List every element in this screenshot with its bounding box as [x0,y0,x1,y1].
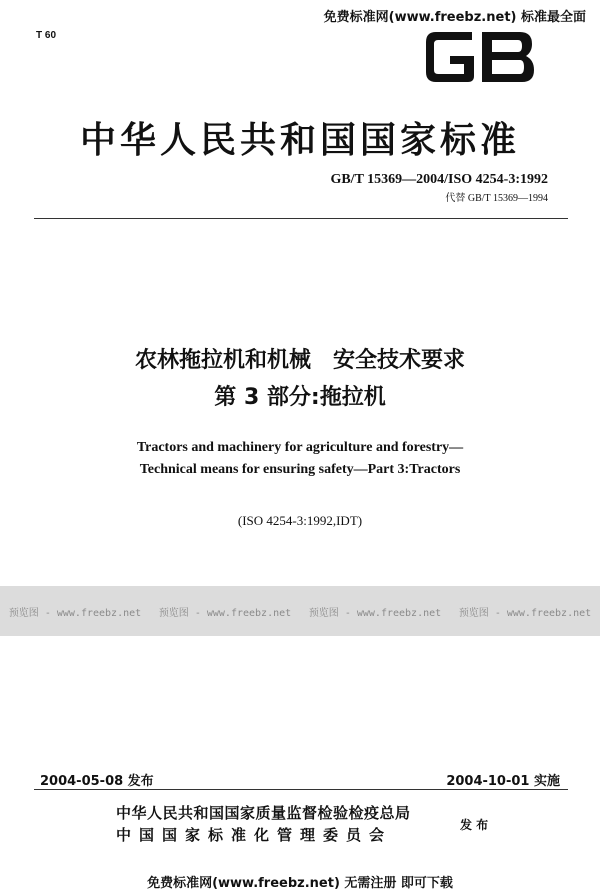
preview-watermark-item: 预览图 - www.freebz.net [8,607,142,619]
replaces-note: 代替 GB/T 15369—1994 [445,193,548,204]
standard-number: GB/T 15369—2004/ISO 4254-3:1992 [330,172,548,187]
preview-watermark-item: 预览图 - www.freebz.net [458,607,592,619]
cn-title-line1: 农林拖拉机和机械 安全技术要求 [134,348,465,373]
national-standard-title: 中华人民共和国国家标准 [79,119,520,161]
gb-logo-letter-g [426,32,474,82]
preview-watermark-band [0,586,600,636]
issuer-aqsiq: 中华人民共和国国家质量监督检验检疫总局 [116,804,411,822]
bottom-banner: 免费标准网(www.freebz.net) 无需注册 即可下载 [147,876,453,891]
en-title-line1: Tractors and machinery for agriculture and forestry— [136,440,464,455]
header-divider [34,218,568,219]
implementation-date: 2004-10-01 实施 [446,774,560,789]
preview-watermark-item: 预览图 - www.freebz.net [308,607,442,619]
publish-label: 发 布 [460,818,489,832]
footer-divider [34,789,568,790]
issuer-sac: 中国国家标准化管理委员会 [116,826,393,844]
cn-title-line2: 第 3 部分:拖拉机 [214,385,386,410]
en-title-line2: Technical means for ensuring safety—Part 3:Tractors [139,462,461,477]
preview-watermark-item: 预览图 - www.freebz.net [158,607,292,619]
ics-code: T 60 [36,30,57,41]
top-banner: 免费标准网(www.freebz.net) 标准最全面 [323,10,586,25]
gb-logo [420,26,538,88]
iso-equivalence: (ISO 4254-3:1992,IDT) [237,513,363,528]
gb-logo-letter-b [482,32,534,82]
issue-date: 2004-05-08 发布 [40,774,154,789]
